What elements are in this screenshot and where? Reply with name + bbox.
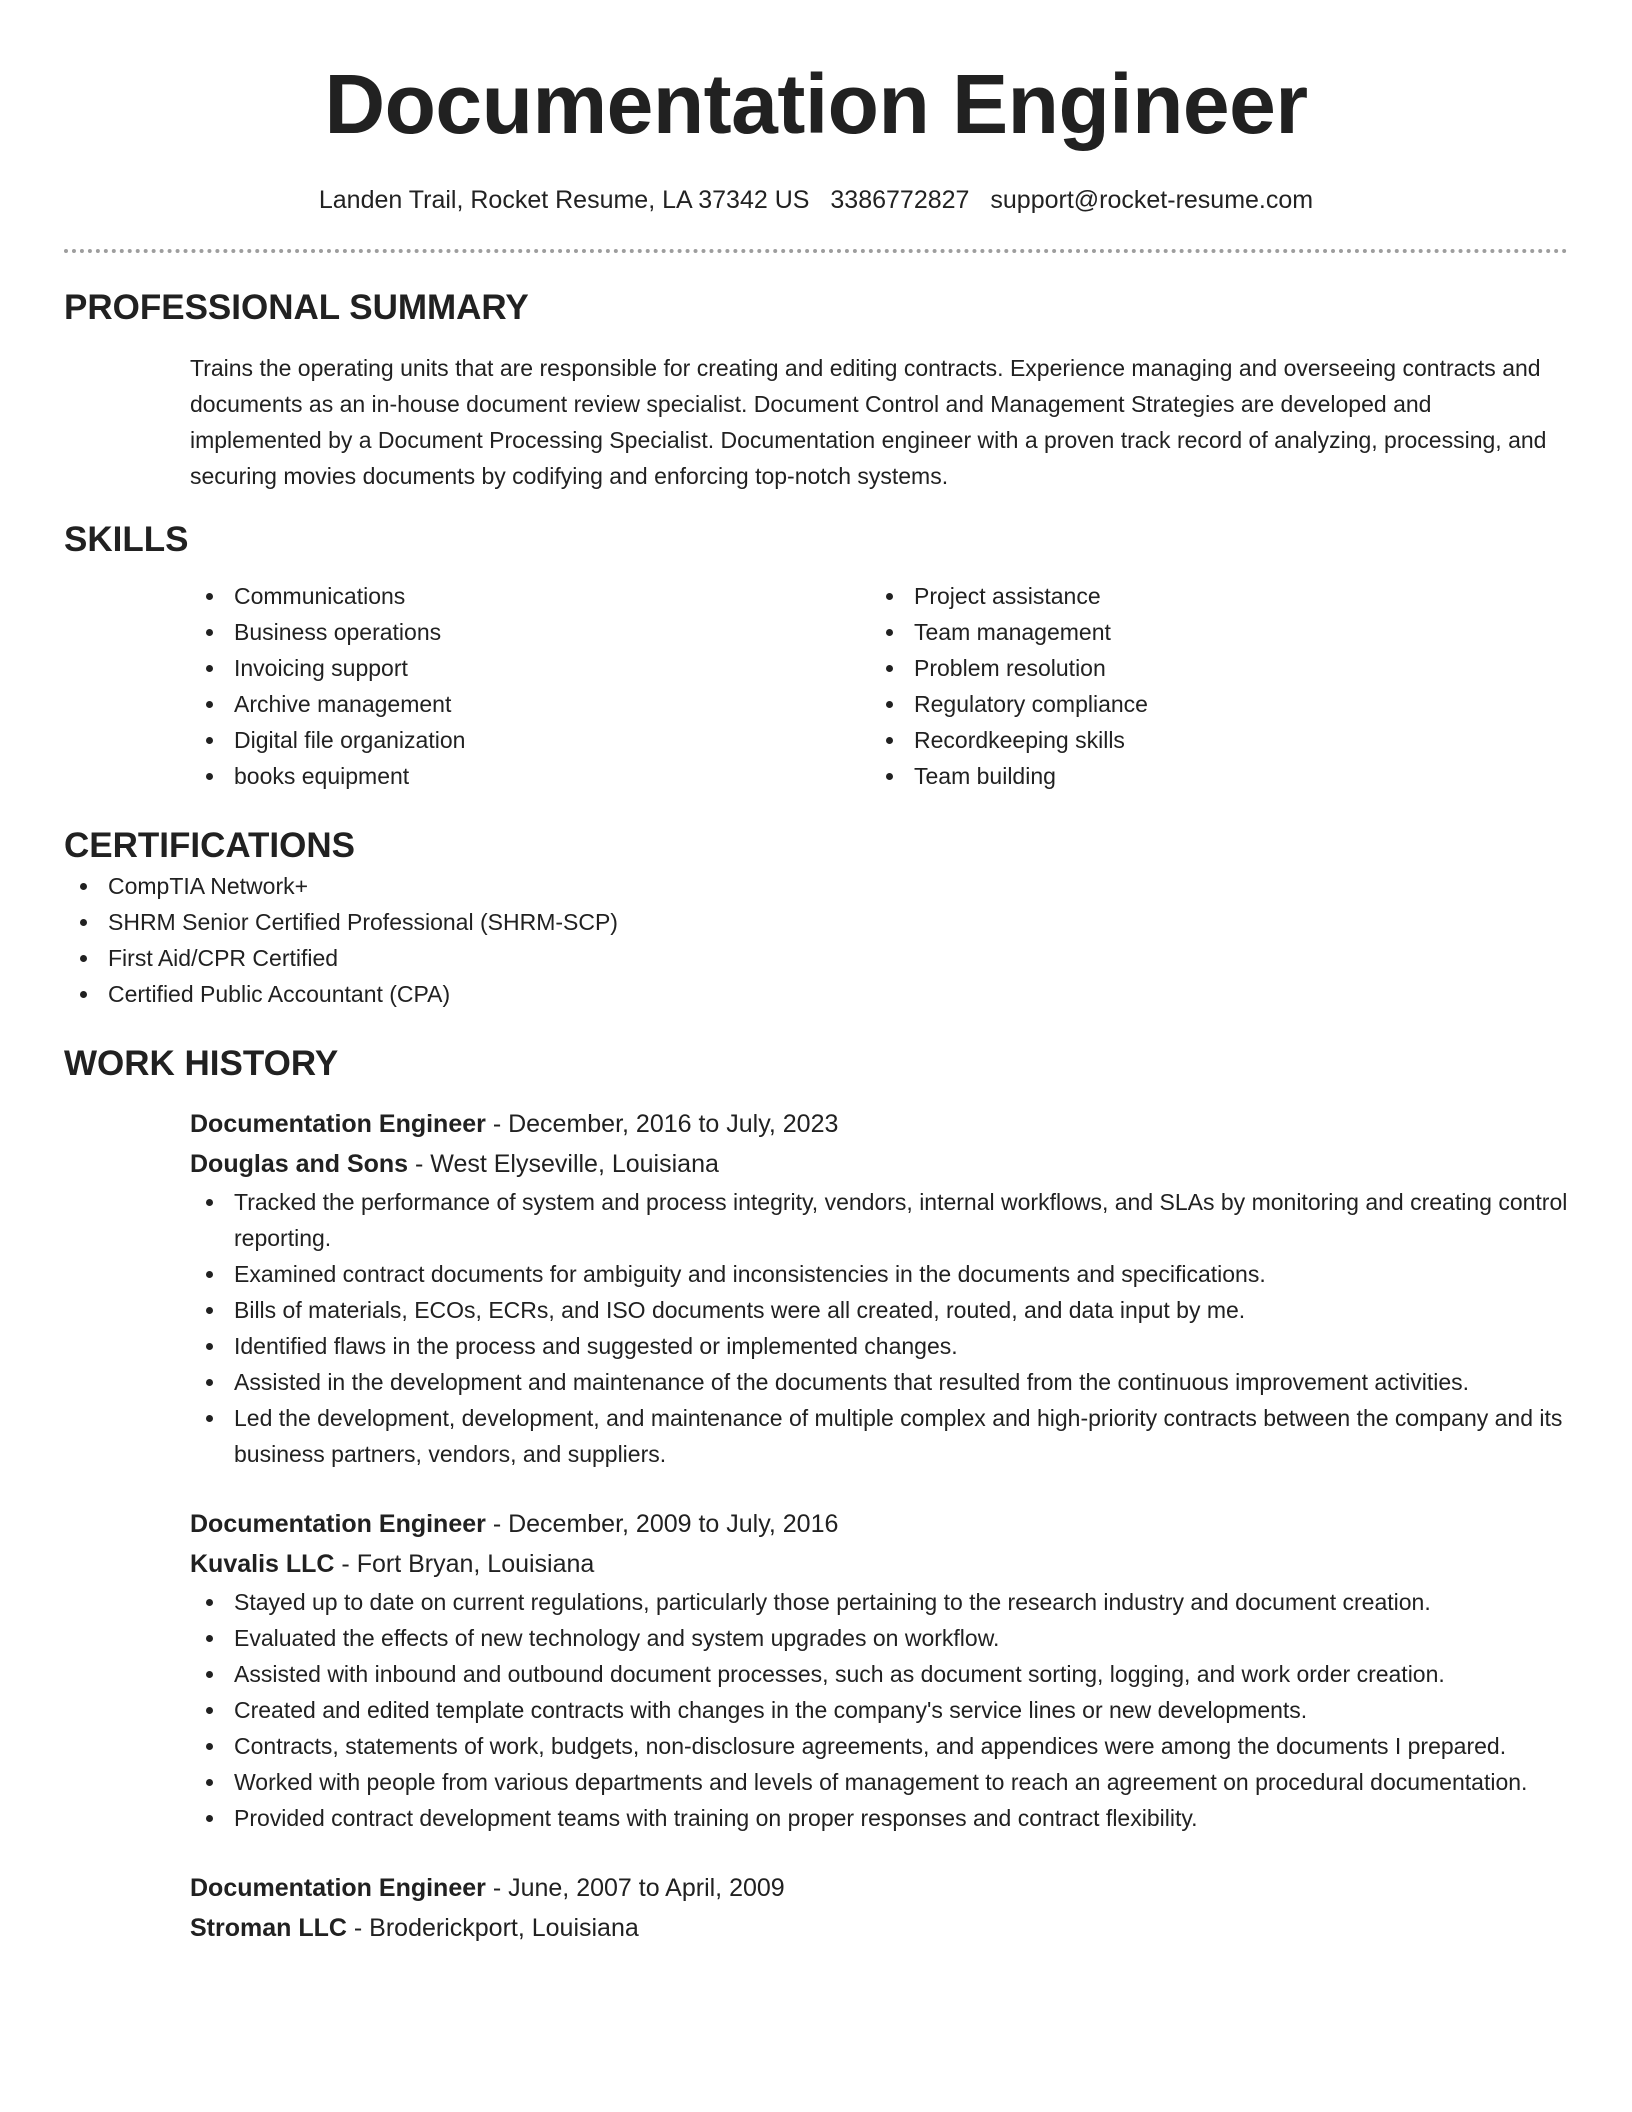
contact-phone: 3386772827 [830, 186, 970, 214]
job-dates: - December, 2009 to July, 2016 [485, 1510, 839, 1538]
skill-item: Project assistance [870, 578, 1550, 614]
job-entry [190, 1104, 1568, 1472]
summary-text: Trains the operating units that are responsible for creating and editing contracts. Experience managing and overseeing contracts and documents as an in-house document review specialist. Document Control and Management Strategies are developed and implemented by a Document Processing Specialist. Documentation engineer with a proven track record of analyzing, processing, and securing movies documents by codifying and enforcing top-notch systems. [190, 355, 1547, 489]
job-bullet: Bills of materials, ECOs, ECRs, and ISO documents were all created, routed, and data input by me. [190, 1292, 1568, 1328]
job-title: Documentation Engineer [190, 1110, 486, 1138]
job-dates: - December, 2016 to July, 2023 [485, 1110, 839, 1138]
job-bullet: Tracked the performance of system and process integrity, vendors, internal workflows, and SLAs by monitoring and creating control reporting. [190, 1184, 1568, 1256]
job-title: Documentation Engineer [190, 1510, 486, 1538]
job-company-line [190, 1144, 1568, 1184]
skill-item: Invoicing support [190, 650, 870, 686]
job-bullet: Assisted with inbound and outbound document processes, such as document sorting, logging, and work order creation. [190, 1656, 1568, 1692]
certification-item: CompTIA Network+ [64, 868, 1568, 904]
skill-item: Problem resolution [870, 650, 1550, 686]
summary-heading: PROFESSIONAL SUMMARY [64, 288, 529, 327]
skill-item: Archive management [190, 686, 870, 722]
job-bullet: Evaluated the effects of new technology and system upgrades on workflow. [190, 1620, 1568, 1656]
skills-list-left [190, 578, 870, 794]
job-dates: - June, 2007 to April, 2009 [485, 1874, 785, 1902]
job-bullet: Led the development, development, and maintenance of multiple complex and high-priority contracts between the company and its business partners, vendors, and suppliers. [190, 1400, 1568, 1472]
job-location: - West Elyseville, Louisiana [408, 1150, 719, 1178]
job-entry [190, 1868, 1568, 1948]
job-bullets [190, 1184, 1568, 1472]
certifications-heading: CERTIFICATIONS [64, 826, 356, 865]
contact-line [64, 184, 1568, 216]
job-location: - Fort Bryan, Louisiana [334, 1550, 595, 1578]
skills-list-right [870, 578, 1550, 794]
skill-item: Business operations [190, 614, 870, 650]
skill-item: Digital file organization [190, 722, 870, 758]
job-company-line [190, 1544, 1568, 1584]
job-title-line [190, 1868, 1568, 1908]
skills-column-left [190, 578, 870, 794]
certification-item: SHRM Senior Certified Professional (SHRM-SCP) [64, 904, 1568, 940]
resume-name: Documentation Engineer [324, 57, 1308, 151]
job-bullet: Created and edited template contracts with changes in the company's service lines or new developments. [190, 1692, 1568, 1728]
job-company: Kuvalis LLC [190, 1550, 335, 1578]
job-bullet: Stayed up to date on current regulations, particularly those pertaining to the research industry and document creation. [190, 1584, 1568, 1620]
job-company-line [190, 1908, 1568, 1948]
job-title-line [190, 1504, 1568, 1544]
job-bullet: Identified flaws in the process and suggested or implemented changes. [190, 1328, 1568, 1364]
job-bullet: Examined contract documents for ambiguity and inconsistencies in the documents and specifications. [190, 1256, 1568, 1292]
certification-item: First Aid/CPR Certified [64, 940, 1568, 976]
skill-item: Communications [190, 578, 870, 614]
work-history-heading: WORK HISTORY [64, 1044, 339, 1083]
header-divider [64, 249, 1568, 253]
job-bullet: Assisted in the development and maintenance of the documents that resulted from the continuous improvement activities. [190, 1364, 1568, 1400]
skill-item: Regulatory compliance [870, 686, 1550, 722]
job-bullet: Contracts, statements of work, budgets, non-disclosure agreements, and appendices were among the documents I prepared. [190, 1728, 1568, 1764]
job-company: Stroman LLC [190, 1914, 347, 1942]
contact-email: support@rocket-resume.com [990, 186, 1314, 214]
skills-heading: SKILLS [64, 520, 189, 559]
job-entry [190, 1504, 1568, 1836]
job-location: - Broderickport, Louisiana [346, 1914, 639, 1942]
skills-column-right [870, 578, 1550, 794]
contact-address: Landen Trail, Rocket Resume, LA 37342 US [318, 186, 810, 214]
skill-item: Team management [870, 614, 1550, 650]
certification-item: Certified Public Accountant (CPA) [64, 976, 1568, 1012]
job-title: Documentation Engineer [190, 1874, 486, 1902]
skill-item: Team building [870, 758, 1550, 794]
job-title-line [190, 1104, 1568, 1144]
certifications-list [64, 868, 1568, 1012]
job-bullet: Provided contract development teams with training on proper responses and contract flexibility. [190, 1800, 1568, 1836]
skill-item: Recordkeeping skills [870, 722, 1550, 758]
job-bullets [190, 1584, 1568, 1836]
job-bullet: Worked with people from various departments and levels of management to reach an agreement on procedural documentation. [190, 1764, 1568, 1800]
job-company: Douglas and Sons [190, 1150, 409, 1178]
skills-grid [190, 578, 1568, 794]
skill-item: books equipment [190, 758, 870, 794]
